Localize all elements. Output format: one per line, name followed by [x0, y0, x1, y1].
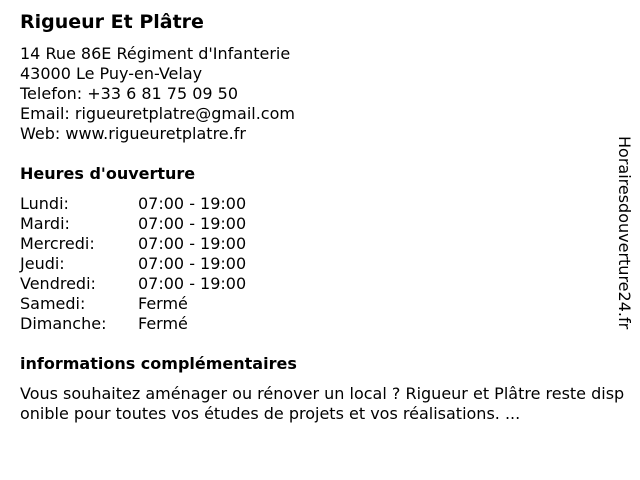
day-label: Mardi: [20, 214, 70, 233]
day-label: Samedi: [20, 294, 86, 313]
hours-list [20, 194, 246, 334]
day-time: 07:00 - 19:00 [138, 254, 247, 273]
address-city: 43000 Le Puy-en-Velay [20, 64, 203, 83]
email-line: Email: rigueuretplatre@gmail.com [20, 104, 295, 123]
day-time: 07:00 - 19:00 [138, 194, 247, 213]
day-time: Fermé [138, 294, 188, 313]
day-time: Fermé [138, 314, 188, 333]
info-text: Vous souhaitez aménager ou rénover un local ? Rigueur et Plâtre reste disponible pour toutes vos études de projets et vos réalisations. ... [20, 384, 625, 423]
address-street: 14 Rue 86E Régiment d'Infanterie [20, 44, 291, 63]
day-label: Lundi: [20, 194, 69, 213]
day-time: 07:00 - 19:00 [138, 234, 247, 253]
day-time: 07:00 - 19:00 [138, 274, 247, 293]
day-time: 07:00 - 19:00 [138, 214, 247, 233]
hours-row-thursday [20, 254, 246, 274]
business-name: Rigueur Et Plâtre [20, 11, 204, 33]
hours-row-tuesday [20, 214, 246, 234]
hours-row-saturday [20, 294, 246, 314]
web-line: Web: www.rigueuretplatre.fr [20, 124, 246, 143]
phone-line: Telefon: +33 6 81 75 09 50 [20, 84, 239, 103]
hours-row-friday [20, 274, 246, 294]
day-label: Vendredi: [20, 274, 96, 293]
contact-block [20, 44, 295, 144]
hours-heading: Heures d'ouverture [20, 164, 196, 183]
day-label: Mercredi: [20, 234, 95, 253]
day-label: Dimanche: [20, 314, 107, 333]
info-heading: informations complémentaires [20, 354, 297, 373]
hours-row-wednesday [20, 234, 246, 254]
hours-row-monday [20, 194, 246, 214]
site-watermark: Horairesdouverture24.fr [615, 136, 634, 330]
day-label: Jeudi: [20, 254, 65, 273]
hours-row-sunday [20, 314, 246, 334]
